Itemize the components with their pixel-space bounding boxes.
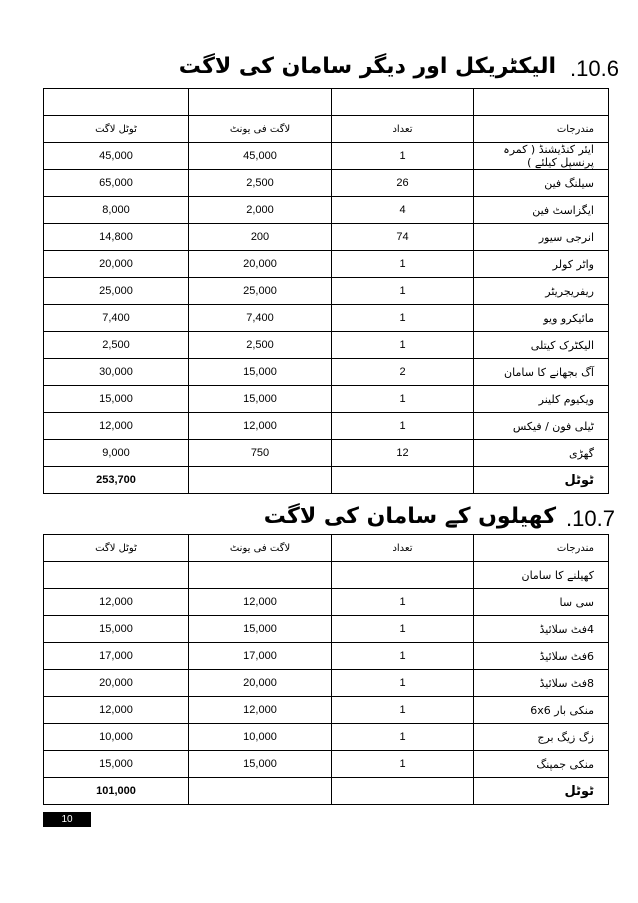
unit-cost-cell: 25,000 — [189, 278, 332, 305]
header-total-cost: ٹوٹل لاگت — [44, 535, 189, 562]
table-row — [44, 751, 609, 778]
total-label: ٹوٹل — [474, 778, 609, 805]
table-row — [44, 589, 609, 616]
unit-cost-cell: 45,000 — [189, 143, 332, 170]
table-row — [44, 697, 609, 724]
total-cost-cell: 8,000 — [44, 197, 189, 224]
unit-cost-cell: 12,000 — [189, 589, 332, 616]
header-item: مندرجات — [474, 116, 609, 143]
unit-cost-cell: 10,000 — [189, 724, 332, 751]
unit-cost-cell: 2,500 — [189, 170, 332, 197]
quantity-cell: 1 — [332, 643, 474, 670]
table-row — [44, 643, 609, 670]
unit-cost-cell: 15,000 — [189, 616, 332, 643]
quantity-cell: 1 — [332, 589, 474, 616]
total-row — [44, 778, 609, 805]
item-cell: مائیکرو ویو — [474, 305, 609, 332]
total-cost-cell: 15,000 — [44, 616, 189, 643]
table-row — [44, 670, 609, 697]
empty-cell — [332, 89, 474, 116]
table-row — [44, 332, 609, 359]
item-cell: واٹر کولر — [474, 251, 609, 278]
item-cell: ایئر کنڈیشنڈ ( کمرہ پرنسپل کیلئے ) — [474, 143, 609, 170]
empty-cell — [332, 467, 474, 494]
quantity-cell: 1 — [332, 143, 474, 170]
item-cell: گھڑی — [474, 440, 609, 467]
table-row — [44, 278, 609, 305]
empty-cell — [474, 89, 609, 116]
quantity-cell: 12 — [332, 440, 474, 467]
unit-cost-cell: 750 — [189, 440, 332, 467]
unit-cost-cell: 20,000 — [189, 670, 332, 697]
item-cell: ایگزاسٹ فین — [474, 197, 609, 224]
unit-cost-cell: 12,000 — [189, 413, 332, 440]
header-quantity: تعداد — [332, 116, 474, 143]
total-cost-cell: 20,000 — [44, 251, 189, 278]
quantity-cell: 1 — [332, 305, 474, 332]
unit-cost-cell: 2,500 — [189, 332, 332, 359]
unit-cost-cell: 7,400 — [189, 305, 332, 332]
quantity-cell: 1 — [332, 413, 474, 440]
quantity-cell: 1 — [332, 278, 474, 305]
empty-cell — [189, 778, 332, 805]
item-cell: آگ بجھانے کا سامان — [474, 359, 609, 386]
quantity-cell: 1 — [332, 332, 474, 359]
table-row — [44, 359, 609, 386]
table-row — [44, 197, 609, 224]
empty-cell — [189, 562, 332, 589]
section-10-6-number: .10.6 — [570, 56, 619, 81]
total-cost-cell: 45,000 — [44, 143, 189, 170]
unit-cost-cell: 15,000 — [189, 386, 332, 413]
item-cell: 6فٹ سلائیڈ — [474, 643, 609, 670]
unit-cost-cell: 200 — [189, 224, 332, 251]
item-cell: ویکیوم کلینر — [474, 386, 609, 413]
total-cost-cell: 12,000 — [44, 697, 189, 724]
total-row — [44, 467, 609, 494]
item-cell: زگ زیگ برج — [474, 724, 609, 751]
empty-cell — [332, 778, 474, 805]
table-row — [44, 413, 609, 440]
total-cost-cell: 7,400 — [44, 305, 189, 332]
total-cost-cell: 17,000 — [44, 643, 189, 670]
blank-row — [44, 89, 609, 116]
quantity-cell: 4 — [332, 197, 474, 224]
table-row — [44, 170, 609, 197]
empty-cell — [44, 562, 189, 589]
item-cell: الیکٹرک کیتلی — [474, 332, 609, 359]
section-10-7-number: .10.7 — [566, 506, 615, 531]
table-row — [44, 251, 609, 278]
total-cost-cell: 15,000 — [44, 751, 189, 778]
total-cost-cell: 9,000 — [44, 440, 189, 467]
table-row — [44, 224, 609, 251]
section-10-6-title: الیکٹریکل اور دیگر سامان کی لاگت — [178, 54, 556, 79]
item-cell: انرجی سیور — [474, 224, 609, 251]
item-cell: 8فٹ سلائیڈ — [474, 670, 609, 697]
quantity-cell: 2 — [332, 359, 474, 386]
subheading-row — [44, 562, 609, 589]
total-cost-cell: 12,000 — [44, 589, 189, 616]
header-quantity: تعداد — [332, 535, 474, 562]
total-cost-cell: 65,000 — [44, 170, 189, 197]
section-10-6-header — [0, 52, 638, 92]
header-unit-cost: لاگت فی یونٹ — [189, 535, 332, 562]
total-cost-cell: 14,800 — [44, 224, 189, 251]
unit-cost-cell: 15,000 — [189, 751, 332, 778]
table-row — [44, 440, 609, 467]
header-item: مندرجات — [474, 535, 609, 562]
table-row — [44, 305, 609, 332]
total-cost-cell: 10,000 — [44, 724, 189, 751]
item-cell: سی سا — [474, 589, 609, 616]
quantity-cell: 1 — [332, 386, 474, 413]
quantity-cell: 1 — [332, 616, 474, 643]
empty-cell — [332, 562, 474, 589]
subheading-label: کھیلنے کا سامان — [474, 562, 609, 589]
quantity-cell: 1 — [332, 251, 474, 278]
quantity-cell: 1 — [332, 724, 474, 751]
empty-cell — [189, 89, 332, 116]
empty-cell — [189, 467, 332, 494]
sports-equipment-table — [43, 534, 609, 805]
unit-cost-cell: 17,000 — [189, 643, 332, 670]
grand-total-value: 101,000 — [44, 778, 189, 805]
empty-cell — [44, 89, 189, 116]
total-cost-cell: 2,500 — [44, 332, 189, 359]
grand-total-value: 253,700 — [44, 467, 189, 494]
table-row — [44, 616, 609, 643]
item-cell: 4فٹ سلائیڈ — [474, 616, 609, 643]
total-cost-cell: 25,000 — [44, 278, 189, 305]
header-unit-cost: لاگت فی یونٹ — [189, 116, 332, 143]
item-cell: منکی بار 6x6 — [474, 697, 609, 724]
section-10-7-title: کھیلوں کے سامان کی لاگت — [263, 504, 556, 529]
unit-cost-cell: 2,000 — [189, 197, 332, 224]
unit-cost-cell: 15,000 — [189, 359, 332, 386]
quantity-cell: 1 — [332, 751, 474, 778]
unit-cost-cell: 12,000 — [189, 697, 332, 724]
item-cell: منکی جمپنگ — [474, 751, 609, 778]
table-row — [44, 724, 609, 751]
unit-cost-cell: 20,000 — [189, 251, 332, 278]
quantity-cell: 74 — [332, 224, 474, 251]
electrical-equipment-table — [43, 88, 609, 494]
total-cost-cell: 12,000 — [44, 413, 189, 440]
item-cell: ریفریجریٹر — [474, 278, 609, 305]
page-number: 10 — [43, 812, 91, 827]
total-cost-cell: 15,000 — [44, 386, 189, 413]
table-row — [44, 386, 609, 413]
table-row — [44, 143, 609, 170]
quantity-cell: 1 — [332, 697, 474, 724]
total-label: ٹوٹل — [474, 467, 609, 494]
quantity-cell: 26 — [332, 170, 474, 197]
header-row — [44, 535, 609, 562]
item-cell: ٹیلی فون / فیکس — [474, 413, 609, 440]
quantity-cell: 1 — [332, 670, 474, 697]
total-cost-cell: 30,000 — [44, 359, 189, 386]
item-cell: سیلنگ فین — [474, 170, 609, 197]
header-row — [44, 116, 609, 143]
header-total-cost: ٹوٹل لاگت — [44, 116, 189, 143]
total-cost-cell: 20,000 — [44, 670, 189, 697]
